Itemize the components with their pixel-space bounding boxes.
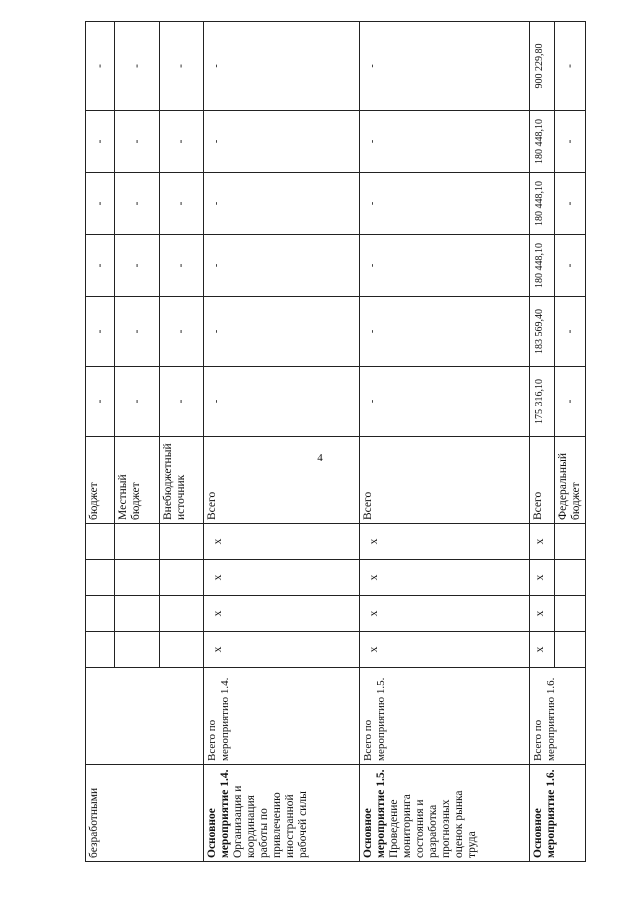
source-label: Местный бюджет — [117, 474, 142, 520]
mark-cell — [204, 560, 360, 596]
source-cell — [115, 437, 160, 524]
source-cell — [530, 437, 555, 524]
row-name-title: Основное мероприятие 1.5. — [362, 769, 387, 858]
mark-cell — [530, 560, 555, 596]
mark: х — [212, 646, 224, 653]
value-cell — [555, 297, 586, 367]
value-cell — [360, 173, 530, 235]
value: - — [130, 329, 143, 334]
value-cell — [115, 367, 160, 437]
row-name-text: Проведение мониторинга состояния и разработка прогнозных оценок рынка труда — [388, 790, 478, 858]
value: - — [367, 263, 378, 268]
value-cell — [115, 235, 160, 297]
value-cell — [160, 22, 204, 111]
value: 183 569,40 — [534, 309, 545, 354]
source-label: Всего — [532, 491, 544, 520]
mark: х — [212, 610, 224, 617]
source-label: Всего — [206, 491, 218, 520]
value-cell — [160, 367, 204, 437]
value: - — [367, 64, 378, 68]
value-cell — [204, 22, 360, 111]
mark-cell — [160, 632, 204, 668]
value-cell — [160, 235, 204, 297]
mark: х — [212, 538, 224, 545]
value-cell — [360, 111, 530, 173]
mark-cell — [86, 596, 115, 632]
value-cell — [86, 22, 115, 111]
row-name-cell — [360, 765, 530, 862]
mark-cell — [160, 596, 204, 632]
activity-label: Всего по мероприятию 1.5. — [362, 677, 387, 761]
row-name-title: Основное мероприятие 1.4. — [206, 769, 231, 858]
value: - — [563, 329, 576, 334]
mark-cell — [555, 560, 586, 596]
value-cell — [530, 235, 555, 297]
value: - — [130, 201, 143, 206]
value: - — [175, 64, 187, 68]
table-row — [360, 22, 530, 862]
source-label: Федеральный бюджет — [557, 453, 582, 520]
value-cell — [115, 111, 160, 173]
mark: х — [212, 574, 224, 581]
mark-cell — [530, 524, 555, 560]
source-cell — [555, 437, 586, 524]
table-row — [204, 22, 360, 862]
value-cell — [86, 111, 115, 173]
value-cell — [530, 22, 555, 111]
value: - — [93, 399, 106, 404]
mark: х — [368, 538, 380, 545]
value-cell — [86, 367, 115, 437]
value-cell — [360, 367, 530, 437]
mark-cell — [115, 632, 160, 668]
value: - — [130, 263, 143, 268]
budget-table — [85, 21, 586, 862]
mark: х — [368, 646, 380, 653]
source-cell — [360, 437, 530, 524]
mark-cell — [204, 596, 360, 632]
value-cell — [115, 297, 160, 367]
mark-cell — [204, 524, 360, 560]
value: - — [175, 263, 187, 268]
row-name-text: Организация и координация работы по привлечению иностранной рабочей силы — [232, 785, 309, 858]
mark: х — [534, 538, 546, 545]
mark-cell — [160, 560, 204, 596]
mark-cell — [360, 596, 530, 632]
value-cell — [204, 111, 360, 173]
activity-cell — [86, 668, 204, 765]
mark-cell — [160, 524, 204, 560]
mark-cell — [115, 560, 160, 596]
value-cell — [360, 22, 530, 111]
value-cell — [555, 173, 586, 235]
value-cell — [204, 297, 360, 367]
source-label: Всего — [362, 491, 374, 520]
value: - — [211, 201, 222, 206]
row-name-cell — [530, 765, 586, 862]
value: - — [367, 139, 378, 144]
value-cell — [115, 173, 160, 235]
value: - — [175, 201, 187, 206]
value-cell — [115, 22, 160, 111]
value: - — [211, 399, 222, 404]
table-row — [530, 22, 555, 862]
value-cell — [530, 367, 555, 437]
value-cell — [204, 367, 360, 437]
row-name-title: Основное мероприятие 1.6. — [532, 769, 557, 858]
mark-cell — [530, 632, 555, 668]
activity-label: Всего по мероприятию 1.4. — [206, 677, 231, 761]
mark: х — [368, 574, 380, 581]
value-cell — [86, 235, 115, 297]
mark-cell — [86, 560, 115, 596]
value: - — [93, 139, 106, 144]
value-cell — [160, 173, 204, 235]
mark: х — [534, 574, 546, 581]
value-cell — [360, 235, 530, 297]
value: - — [367, 329, 378, 334]
value-cell — [530, 297, 555, 367]
mark-cell — [86, 524, 115, 560]
page-number: 4 — [317, 452, 323, 464]
value: - — [93, 329, 106, 334]
mark-cell — [555, 632, 586, 668]
mark-cell — [115, 596, 160, 632]
mark: х — [534, 610, 546, 617]
mark-cell — [115, 524, 160, 560]
value: - — [175, 139, 187, 144]
mark-cell — [555, 596, 586, 632]
mark-cell — [555, 524, 586, 560]
value-cell — [555, 367, 586, 437]
value: 175 316,10 — [534, 379, 545, 424]
value: 900 229,80 — [534, 43, 545, 89]
value: - — [563, 139, 576, 144]
value: - — [563, 201, 576, 206]
value: 180 448,10 — [534, 119, 545, 164]
value: 180 448,10 — [534, 243, 545, 288]
value: - — [130, 139, 143, 144]
value-cell — [555, 235, 586, 297]
activity-cell — [204, 668, 360, 765]
mark-cell — [360, 632, 530, 668]
value: - — [367, 201, 378, 206]
value-cell — [204, 173, 360, 235]
source-cell — [204, 437, 360, 524]
value-cell — [86, 297, 115, 367]
value: 180 448,10 — [534, 181, 545, 226]
mark-cell — [204, 632, 360, 668]
mark: х — [368, 610, 380, 617]
value: - — [175, 329, 187, 334]
value: - — [211, 263, 222, 268]
mark-cell — [360, 524, 530, 560]
source-cell — [160, 437, 204, 524]
value-cell — [204, 235, 360, 297]
value: - — [563, 64, 576, 68]
table-row — [86, 22, 115, 862]
row-name: безработными — [88, 787, 100, 858]
value: - — [563, 399, 576, 404]
source-label: Внебюджетный источник — [162, 443, 187, 520]
value: - — [93, 201, 106, 206]
value-cell — [555, 111, 586, 173]
source-label: бюджет — [88, 482, 100, 520]
value-cell — [86, 173, 115, 235]
value-cell — [555, 22, 586, 111]
activity-cell — [360, 668, 530, 765]
source-cell — [86, 437, 115, 524]
value: - — [563, 263, 576, 268]
row-name-cell — [204, 765, 360, 862]
rotated-table-wrapper — [85, 22, 582, 862]
value-cell — [530, 173, 555, 235]
value: - — [130, 64, 143, 68]
activity-label: Всего по мероприятию 1.6. — [532, 677, 557, 761]
mark-cell — [530, 596, 555, 632]
mark: х — [534, 646, 546, 653]
value: - — [93, 64, 106, 68]
value: - — [211, 329, 222, 334]
value: - — [367, 399, 378, 404]
value: - — [130, 399, 143, 404]
mark-cell — [360, 560, 530, 596]
value-cell — [160, 111, 204, 173]
mark-cell — [86, 632, 115, 668]
value: - — [211, 139, 222, 144]
row-name-cell — [86, 765, 204, 862]
value: - — [93, 263, 106, 268]
value-cell — [160, 297, 204, 367]
value-cell — [530, 111, 555, 173]
value: - — [211, 64, 222, 68]
value: - — [175, 399, 187, 404]
activity-cell — [530, 668, 586, 765]
value-cell — [360, 297, 530, 367]
